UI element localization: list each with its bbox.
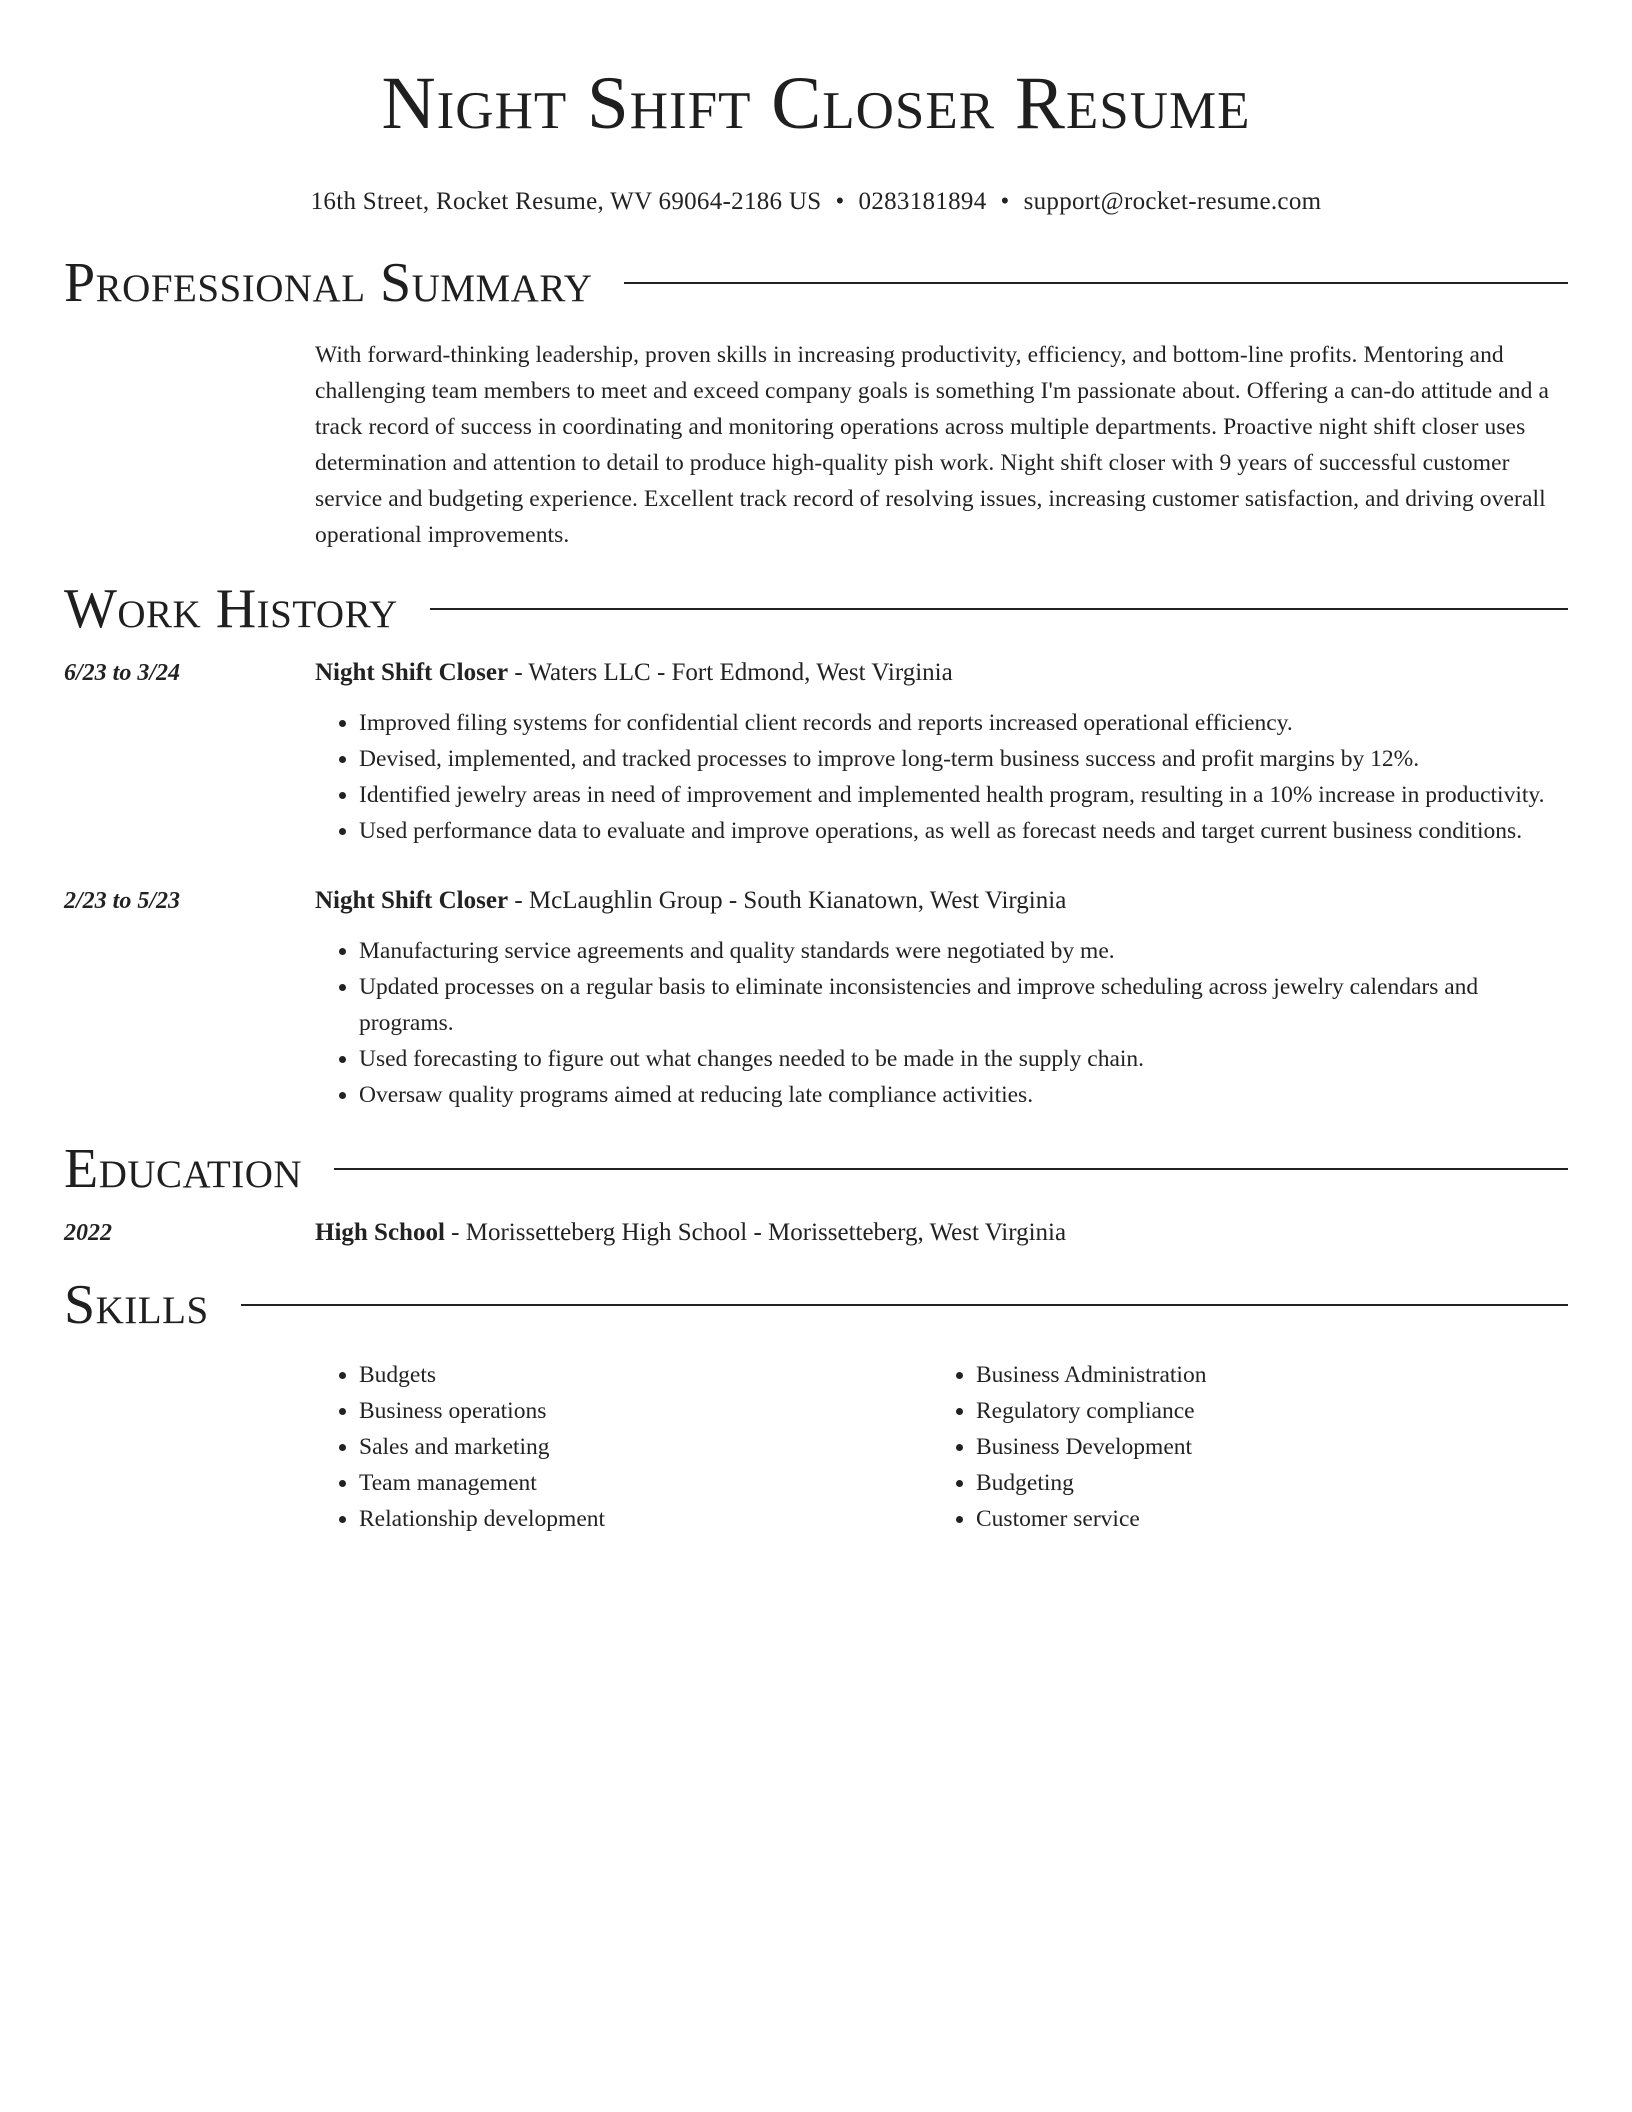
contact-separator: • xyxy=(1000,188,1010,215)
skill-item: • Relationship development xyxy=(359,1501,932,1537)
job-bullets xyxy=(315,705,1568,849)
skills-column-right xyxy=(932,1357,1549,1537)
skill-item: • Budgets xyxy=(359,1357,932,1393)
list-item: • Updated processes on a regular basis to eliminate inconsistencies and improve scheduling across jewelry calendars and programs. xyxy=(359,969,1568,1041)
job-dates: 6/23 to 3/24 xyxy=(64,660,181,686)
section-divider xyxy=(430,608,1568,610)
education-entry xyxy=(64,1215,1568,1251)
skills-list xyxy=(315,1357,1568,1537)
contact-phone: 0283181894 xyxy=(858,188,987,215)
section-skills xyxy=(64,1273,1568,1337)
resume-title: Night Shift Closer Resume xyxy=(381,62,1251,145)
section-heading: Education xyxy=(64,1138,303,1200)
skill-item: • Customer service xyxy=(976,1501,1549,1537)
skill-item: • Budgeting xyxy=(976,1465,1549,1501)
contact-separator: • xyxy=(835,188,845,215)
section-professional-summary xyxy=(64,251,1568,315)
list-item: • Devised, implemented, and tracked processes to improve long-term business success and profit margins by 12%. xyxy=(359,741,1568,777)
skill-item: • Regulatory compliance xyxy=(976,1393,1549,1429)
list-item: • Manufacturing service agreements and quality standards were negotiated by me. xyxy=(359,933,1568,969)
skill-item: • Team management xyxy=(359,1465,932,1501)
resume-page xyxy=(64,0,1568,1537)
summary-text: With forward-thinking leadership, proven skills in increasing productivity, efficiency, and bottom-line profits. Mentoring and challenging team members to meet and exceed company goals is something I'm passionate about. Offering a can-do attitude and a track record of success in coordinating and monitoring operations across multiple departments. Proactive night shift closer uses determination and attention to detail to produce high-quality pish work. Night shift closer with 9 years of successful customer service and budgeting experience. Excellent track record of resolving issues, increasing customer satisfaction, and driving overall operational improvements. xyxy=(315,342,1549,548)
job-header xyxy=(315,883,1568,919)
section-divider xyxy=(334,1168,1568,1170)
section-heading: Work History xyxy=(64,578,398,640)
skill-item: • Business Development xyxy=(976,1429,1549,1465)
job-details: - Waters LLC - Fort Edmond, West Virginia xyxy=(508,659,953,686)
job-header xyxy=(315,655,1568,691)
section-education xyxy=(64,1137,1568,1201)
list-item: • Used performance data to evaluate and improve operations, as well as forecast needs and target current business conditions. xyxy=(359,813,1568,849)
education-header xyxy=(315,1215,1568,1251)
job-bullets xyxy=(315,933,1568,1113)
job-details: - McLaughlin Group - South Kianatown, West Virginia xyxy=(508,887,1067,914)
list-item: • Oversaw quality programs aimed at reducing late compliance activities. xyxy=(359,1077,1568,1113)
contact-line xyxy=(64,187,1568,217)
job-entry xyxy=(64,883,1568,1113)
section-heading: Skills xyxy=(64,1274,209,1336)
list-item: • Identified jewelry areas in need of improvement and implemented health program, resulting in a 10% increase in productivity. xyxy=(359,777,1568,813)
skill-item: • Sales and marketing xyxy=(359,1429,932,1465)
job-entry xyxy=(64,655,1568,849)
education-degree: High School xyxy=(315,1219,445,1246)
skill-item: • Business Administration xyxy=(976,1357,1549,1393)
education-year: 2022 xyxy=(64,1220,112,1246)
section-work-history xyxy=(64,577,1568,641)
section-divider xyxy=(241,1304,1568,1306)
section-heading: Professional Summary xyxy=(64,252,593,314)
list-item: • Improved filing systems for confidential client records and reports increased operational efficiency. xyxy=(359,705,1568,741)
job-title: Night Shift Closer xyxy=(315,659,509,686)
skills-column-left xyxy=(315,1357,932,1537)
education-details: - Morissetteberg High School - Morissetteberg, West Virginia xyxy=(444,1219,1067,1246)
contact-address: 16th Street, Rocket Resume, WV 69064-2186 US xyxy=(310,188,822,215)
list-item: • Used forecasting to figure out what changes needed to be made in the supply chain. xyxy=(359,1041,1568,1077)
job-dates: 2/23 to 5/23 xyxy=(64,888,181,914)
skill-item: • Business operations xyxy=(359,1393,932,1429)
section-divider xyxy=(624,282,1568,284)
contact-email[interactable]: support@rocket-resume.com xyxy=(1023,188,1322,215)
job-title: Night Shift Closer xyxy=(315,887,509,914)
